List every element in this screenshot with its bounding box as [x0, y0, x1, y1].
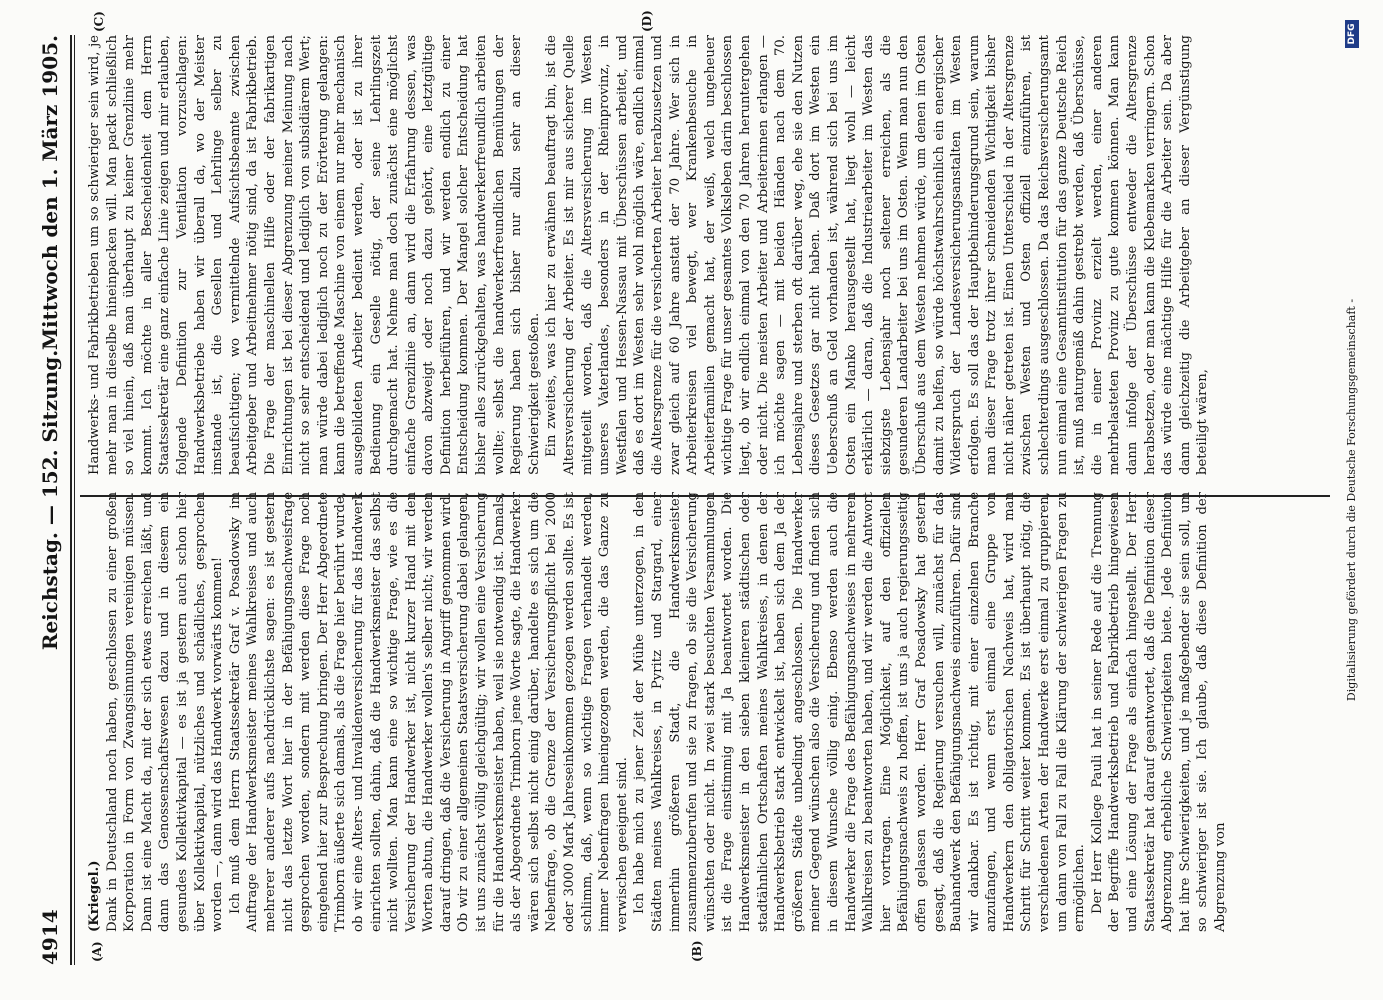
margin-marker-a: (A)	[90, 941, 104, 962]
paragraph: Handwerks- und Fabrikbetrieben um so schwieriger sein wird, je mehr man in dieselbe hineinpacken will. Man packt schließlich so viel hinein, daß man überhaupt zu keiner Grenzlinie mehr kommt. Ich möchte in aller Bescheidenheit dem Herrn Staatssekretär eine ganz einfache Linie zeigen und mir erlauben, folgende Definition zur Ventilation vorzuschlagen: Handwerksbetriebe haben wir überall da, wo der Meister imstande ist, die Gesellen und Lehrlinge selber zu beaufsichtigen; wo vermittelnde Aufsichtsbeamte zwischen Arbeitgeber und Arbeitnehmer nötig sind, da ist Fabrikbetrieb. Die Frage der maschinellen Hilfe oder der fabrikartigen Einrichtungen ist bei dieser Abgrenzung meiner Meinung nach nicht so sehr entscheidend und lediglich von subsidiärem Wert; man würde dabei lediglich noch zu der Erörterung gelangen: kann die betreffende Maschine von einem nur mehr mechanisch ausgebildeten Arbeiter bedient werden, oder ist zu ihrer Bedienung ein Geselle nötig, der seine Lehrlingszeit durchgemacht hat. Nehme man doch zunächst eine möglichst einfache Grenzlinie an, dann wird die Erfahrung dessen, was davon abzweigt oder noch dazu gehört, eine letztgültige Definition herbeiführen, und wir werden endlich zu einer Entscheidung kommen. Der Mangel solcher Entscheidung hat bisher alles zurückgehalten, was handwerkerfreundlich arbeiten wollte; selbst die handwerkerfreundlichen Bemühungen der Regierung haben sich bisher nur allzu sehr an dieser Schwierigkeit gestoßen.	[87, 35, 542, 475]
paragraph: Der Herr Kollege Pauli hat in seiner Rede auf die Trennung der Begriffe Handwerksbetrieb und Fabrikbetrieb hingewiesen und eine Lösung der Frage als einfach hingestellt. Der Herr Staatssekretär hat darauf geantwortet, daß die Definition dieser Abgrenzung erhebliche Schwierigkeiten biete. Jede Definition hat ihre Schwierigkeiten, und je maßgebender sie sein soll, um so schwieriger ist sie. Ich glaube, daß diese Definition der Abgrenzung von	[1089, 492, 1228, 932]
margin-marker-c: (C)	[92, 11, 106, 32]
right-column	[86, 35, 1212, 475]
paragraph: Ein zweites, was ich hier zu erwähnen beauftragt bin, ist die Altersversicherung der Arbeiter. Es ist mir aus sicherer Quelle mitgeteilt worden, daß die Altersversicherung im Westen unseres Vaterlandes, besonders in der Rheinprovinz, in Westfalen und Hessen-Nassau mit Überschüssen arbeitet, und daß es dort im Westen sehr wohl möglich wäre, endlich einmal die Altersgrenze für die versicherten Arbeiter herabzusetzen und zwar gleich auf 60 Jahre anstatt der 70 Jahre. Wer sich in Arbeiterkreisen viel bewegt, wer Krankenbesuche in Arbeiterfamilien gemacht hat, der weiß, welch ungeheuer wichtige Frage für unser gesamtes Volksleben darin beschlossen liegt, ob wir endlich einmal von den 70 Jahren heruntergehen oder nicht. Die meisten Arbeiter und Arbeiterinnen erlangen — ich möchte sagen — mit beiden Händen nach dem 70. Lebensjahre und sterben oft darüber weg, ehe sie den Nutzen dieses Gesetzes gar nicht haben. Daß dort im Westen ein Ueberschuß an Geld vorhanden ist, während sich bei uns im Osten ein Manko herausgestellt hat, liegt wohl — leicht erklärlich — daran, daß die Industriearbeiter im Westen das siebzigste Lebensjahr noch seltener erreichen, als die gesunderen Landarbeiter bei uns im Osten. Wenn man nun den Überschuß aus dem Westen nehmen würde, um denen im Osten damit zu helfen, so würde höchstwahrscheinlich ein energischer Widerspruch der Landesversicherungsanstalten im Westen erfolgen. Es soll das der Hauptbehinderungsgrund sein, warum man dieser Frage trotz ihrer schneidenden Wichtigkeit bisher nicht näher getreten ist. Einen Unterschied in der Altersgrenze zwischen Westen und Osten offiziell einzuführen, ist schlechterdings ausgeschlossen. Da das Reichsversicherungsamt nun einmal eine Gesamtinstitution für das ganze Deutsche Reich ist, muß naturgemäß dahin gestrebt werden, daß Überschüsse, die in einer Provinz erzielt werden, einer anderen mehrbelasteten Provinz zu gute kommen können. Man kann dann infolge der Überschüsse entweder die Altersgrenze herabsetzen, oder man kann die Klebemarken verringern. Schon das würde eine mächtige Hilfe für die Arbeiter sein. Da aber dann gleichzeitig die Arbeitgeber an dieser Vergünstigung beteiligt wären,	[544, 35, 1211, 475]
dfg-logo: DFG	[1345, 20, 1359, 48]
paragraph: Ich muß dem Herrn Staatssekretär Graf v. Posadowsky im Auftrage der Handwerksmeister meines Wahlkreises und auch mehrerer anderer aufs nachdrücklichste sagen: es ist gestern nicht das letzte Wort hier in der Befähigungsnachweisfrage gesprochen worden, sondern mit werden diese Frage noch eingehend hier zur Besprechung bringen. Der Herr Abgeordnete Trimborn äußerte sich damals, als die Frage hier berührt wurde, ob wir eine Alters- und Invalidenversicherung für das Handwerk einrichten sollten, dahin, daß die Handwerksmeister das selbst nicht wollten. Man kann eine so wichtige Frage, wie es die Versicherung der Handwerker ist, nicht kurzer Hand mit den Worten abtun, die Handwerker wollen's selber nicht; wir werden darauf dringen, daß die Versicherung in Angriff genommen wird. Ob wir zu einer allgemeinen Staatsversicherung dabei gelangen, ist uns zunächst völlig gleichgültig; wir wollen eine Versicherung für die Handwerksmeister haben, weil sie notwendig ist. Damals, als der Abgeordnete Trimborn jene Worte sagte, die Handwerker wären sich selbst nicht einig darüber, handelte es sich um die Nebenfrage, ob die Grenze der Versicherungspflicht bei 2000 oder 3000 Mark Jahreseinkommen gezogen werden sollte. Es ist schlimm, daß, wenn so wichtige Fragen verhandelt werden, immer Nebenfragen hineingezogen werden, die das Ganze zu verwischen geeignet sind.	[227, 492, 630, 932]
session-date: Mittwoch den 1. März 1905.	[38, 35, 62, 351]
paragraph: Dank in Deutschland noch haben, geschlossen zu einer großen Korporation in Form von Zwangsinnungen vereinigen müssen. Dann ist eine Macht da, mit der sich etwas erreichen läßt, und dann das Genossenschaftswesen dazu und in diesem ein gesundes Kollektivkapital — es ist ja gestern auch schon hier über Kollektivkapital, nützliches und schädliches, gesprochen worden —, dann wird das Handwerk vorwärts kommen!	[104, 492, 226, 932]
header-rule	[70, 35, 72, 965]
header-rule-thin	[74, 35, 75, 965]
margin-marker-d: (D)	[640, 10, 654, 32]
session-title: Reichstag. — 152. Sitzung.	[38, 349, 62, 651]
page-header	[38, 35, 68, 965]
speaker-label: (Kriegel.)	[87, 860, 102, 932]
page-number: 4914	[38, 909, 62, 965]
paragraph: Ich habe mich zu jener Zeit der Mühe unterzogen, in den Städten meines Wahlkreises, in Pyritz und Stargard, einer immerhin größeren Stadt, die Handwerksmeister zusammenzuberufen und sie zu fragen, ob sie die Versicherung wünschten oder nicht. In zwei stark besuchten Versammlungen ist die Frage einstimmig mit Ja beantwortet worden. Die Handwerksmeister in den sieben kleineren städtischen oder stadtähnlichen Ortschaften meines Wahlkreises, in denen der Handwerksbetrieb stark entwickelt ist, haben sich dem Ja der größeren Städte unbedingt angeschlossen. Die Handwerker meiner Gegend wünschen also die Versicherung und finden sich in diesem Wunsche völlig einig. Ebenso werden auch die Handwerker die Frage des Befähigungsnachweises in mehreren Wahlkreisen zu beantworten haben, und wir werden die Antwort hier vortragen. Eine Möglichkeit, auf den offiziellen Befähigungsnachweis zu hoffen, ist uns ja auch regierungsseitig offen gelassen worden. Herr Graf Posadowsky hat gestern gesagt, daß die Regierung versuchen will, zunächst für das Bauhandwerk den Befähigungsnachweis einzuführen. Dafür sind wir dankbar. Es ist richtig, mit einer einzelnen Branche anzufangen, und wenn erst einmal eine Gruppe von Handwerkern den obligatorischen Nachweis hat, wird man Schritt für Schritt weiter kommen. Es ist überhaupt nötig, die verschiedenen Arten der Handwerke erst einmal zu gruppieren, um dann von Fall zu Fall die Klärung der schwierigen Fragen zu ermöglichen.	[632, 492, 1088, 932]
left-column	[86, 492, 1230, 932]
digitization-note: Digitalisierung gefördert durch die Deutsche Forschungsgemeinschaft -	[1345, 298, 1358, 702]
margin-marker-b: (B)	[690, 940, 704, 962]
column-divider	[80, 495, 1330, 497]
